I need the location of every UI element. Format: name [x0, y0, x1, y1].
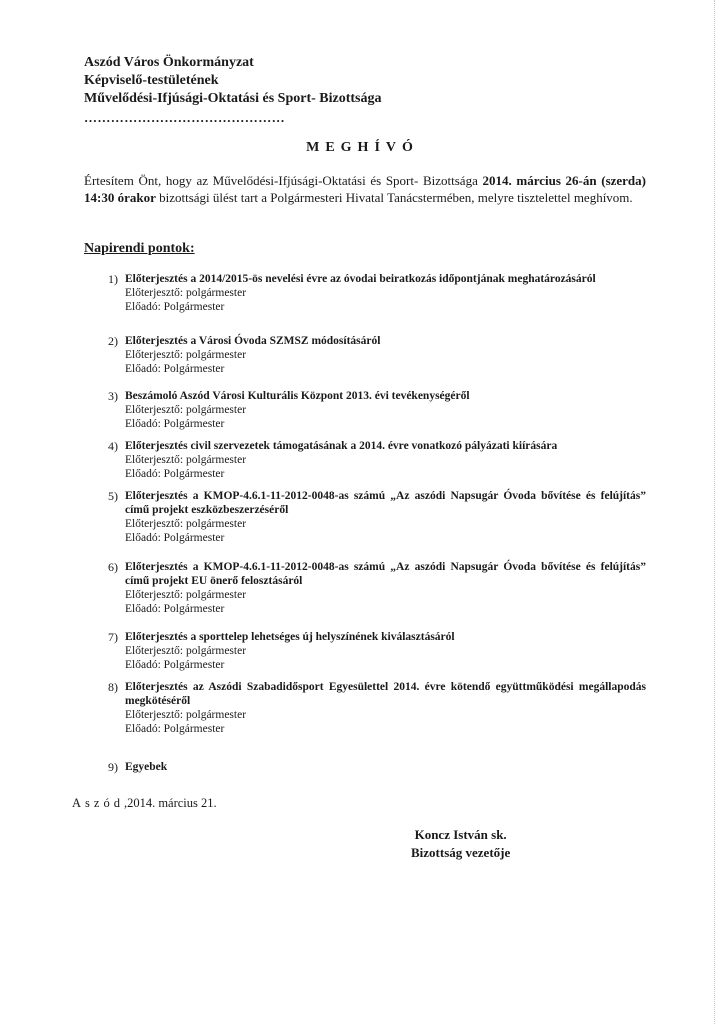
agenda-item [98, 630, 646, 680]
agenda-item-title: Beszámoló Aszód Városi Kulturális Központ 2013. évi tevékenységéről [125, 390, 470, 402]
agenda-item-number: 9) [108, 760, 118, 774]
agenda-item-proposer: Előterjesztő: polgármester [125, 518, 247, 530]
agenda-item-number: 1) [108, 272, 118, 286]
agenda-item-presenter: Előadó: Polgármester [125, 603, 225, 615]
agenda-item-proposer: Előterjesztő: polgármester [125, 287, 247, 299]
agenda-item-proposer: Előterjesztő: polgármester [125, 589, 247, 601]
organization-header [84, 54, 644, 108]
agenda-item [98, 439, 646, 489]
agenda-item-number: 8) [108, 680, 118, 694]
document-title: MEGHÍVÓ [306, 140, 419, 155]
intro-paragraph [84, 172, 646, 206]
intro-text-before: Értesítem Önt, hogy az Művelődési-Ifjúsági-Oktatási és Sport- Bizottsága [84, 173, 483, 188]
signature-block [411, 826, 510, 862]
agenda-item-proposer: Előterjesztő: polgármester [125, 645, 247, 657]
agenda-item-number: 7) [108, 630, 118, 644]
document-date: ,2014. március 21. [123, 796, 217, 810]
agenda-list [98, 272, 646, 774]
org-line: Aszód Város Önkormányzat [84, 55, 254, 70]
agenda-item [98, 389, 646, 439]
agenda-item-proposer: Előterjesztő: polgármester [125, 349, 247, 361]
agenda-item [98, 760, 646, 774]
agenda-item-title: Előterjesztés az Aszódi Szabadidősport Egyesülettel 2014. évre kötendő együttműködési megállapodás megkötéséről [125, 681, 646, 707]
agenda-item-number: 4) [108, 439, 118, 453]
place-name: Aszód [72, 796, 124, 810]
signatory-role: Bizottság vezetője [411, 845, 511, 860]
agenda-item-presenter: Előadó: Polgármester [125, 532, 225, 544]
agenda-item-number: 6) [108, 560, 118, 574]
agenda-item-presenter: Előadó: Polgármester [125, 418, 225, 430]
dotted-separator: ……………………………………… [84, 110, 285, 125]
agenda-item-title: Előterjesztés a 2014/2015-ös nevelési évre az óvodai beiratkozás időpontjának meghatározásáról [125, 273, 596, 285]
agenda-item-number: 2) [108, 334, 118, 348]
agenda-item-number: 3) [108, 389, 118, 403]
agenda-item-presenter: Előadó: Polgármester [125, 659, 225, 671]
meeting-datetime: 2014. március 26-án (szerda) 14:30 órakor [84, 173, 646, 205]
agenda-item [98, 680, 646, 760]
agenda-item-presenter: Előadó: Polgármester [125, 363, 225, 375]
agenda-item [98, 560, 646, 630]
place-date [72, 796, 217, 811]
intro-text-after: bizottsági ülést tart a Polgármesteri Hivatal Tanácstermében, melyre tisztelettel meghívom. [155, 190, 633, 205]
agenda-item-title: Előterjesztés a Városi Óvoda SZMSZ módosításáról [125, 335, 381, 347]
agenda-item-proposer: Előterjesztő: polgármester [125, 404, 247, 416]
signatory-name: Koncz István sk. [414, 827, 507, 842]
agenda-item-title: Előterjesztés a KMOP-4.6.1-11-2012-0048-as számú „Az aszódi Napsugár Óvoda bővítése és felújítás” című projekt EU önerő felosztásáról [125, 561, 646, 587]
agenda-item-presenter: Előadó: Polgármester [125, 468, 225, 480]
agenda-item-presenter: Előadó: Polgármester [125, 301, 225, 313]
agenda-item [98, 334, 646, 389]
org-line: Művelődési-Ifjúsági-Oktatási és Sport- Bizottsága [84, 91, 382, 106]
agenda-item-proposer: Előterjesztő: polgármester [125, 709, 247, 721]
agenda-item-number: 5) [108, 489, 118, 503]
org-line: Képviselő-testületének [84, 73, 219, 88]
agenda-item [98, 489, 646, 560]
agenda-item-title: Előterjesztés a KMOP-4.6.1-11-2012-0048-as számú „Az aszódi Napsugár Óvoda bővítése és felújítás” című projekt eszközbeszerzéséről [125, 490, 646, 516]
agenda-heading: Napirendi pontok: [84, 241, 195, 256]
agenda-item-proposer: Előterjesztő: polgármester [125, 454, 247, 466]
agenda-item-presenter: Előadó: Polgármester [125, 723, 225, 735]
agenda-item-title: Egyebek [125, 761, 168, 773]
agenda-item [98, 272, 646, 334]
agenda-item-title: Előterjesztés civil szervezetek támogatásának a 2014. évre vonatkozó pályázati kiírására [125, 440, 558, 452]
agenda-item-title: Előterjesztés a sporttelep lehetséges új helyszínének kiválasztásáról [125, 631, 455, 643]
